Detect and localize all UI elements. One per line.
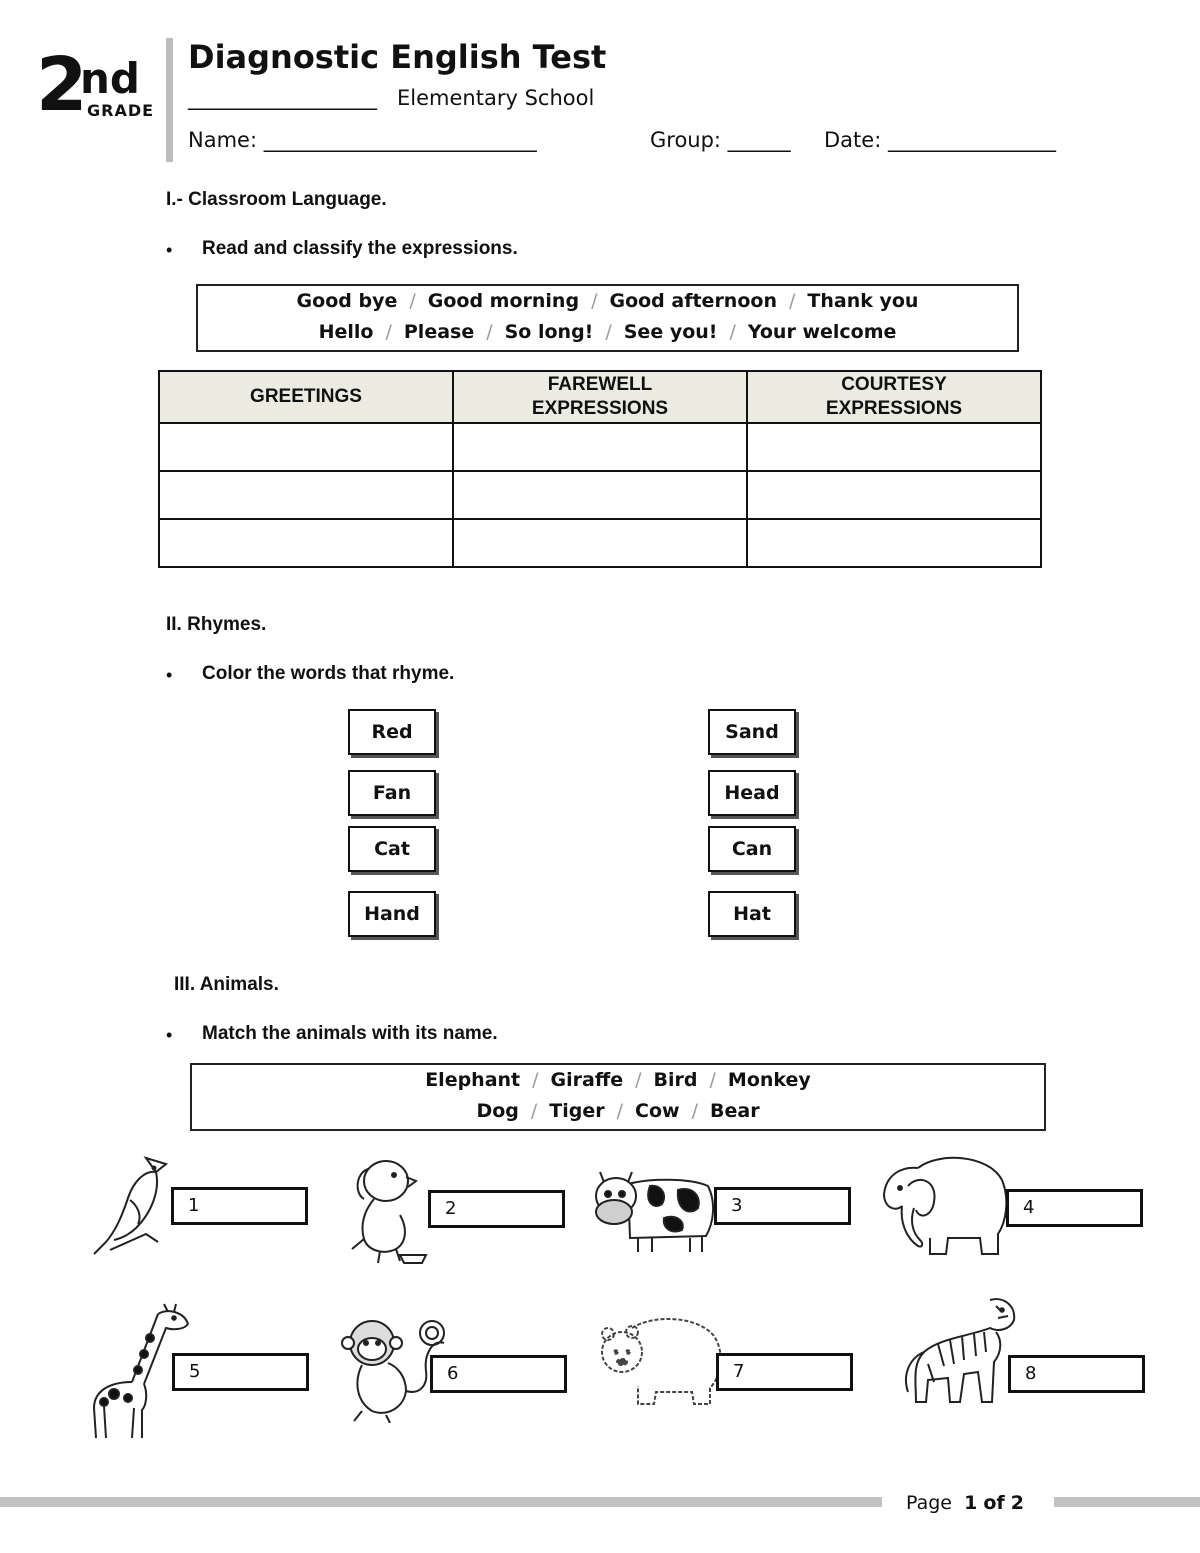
separator: /: [591, 290, 598, 312]
table-cell[interactable]: [747, 471, 1041, 519]
answer-box-6[interactable]: 6: [430, 1355, 567, 1393]
grade-number: 2: [36, 42, 84, 128]
expression-word: Please: [403, 321, 475, 343]
animal-name-word: Bird: [653, 1069, 698, 1091]
expression-word: Thank you: [807, 290, 919, 312]
section3-instruction: Match the animals with its name.: [202, 1023, 498, 1044]
expression-word: Hello: [318, 321, 374, 343]
rhyme-word-left[interactable]: Hand: [348, 891, 436, 937]
col-courtesy: COURTESY EXPRESSIONS: [747, 371, 1041, 423]
animal-name-word: Dog: [476, 1100, 519, 1122]
section2-heading: II. Rhymes.: [166, 614, 267, 635]
separator: /: [385, 321, 392, 343]
table-cell[interactable]: [453, 423, 747, 471]
grade-word: GRADE: [87, 101, 155, 120]
expression-word: See you!: [623, 321, 718, 343]
separator: /: [616, 1100, 624, 1122]
table-row: [159, 471, 1041, 519]
name-field[interactable]: Name: __________________________: [188, 128, 537, 152]
animals-word-bank: [190, 1063, 1046, 1131]
rhyme-word-left[interactable]: Cat: [348, 826, 436, 872]
separator: /: [605, 321, 612, 343]
animal-name-word: Cow: [635, 1100, 680, 1122]
answer-box-4[interactable]: 4: [1006, 1189, 1143, 1227]
col-farewell: FAREWELL EXPRESSIONS: [453, 371, 747, 423]
separator: /: [532, 1069, 539, 1091]
separator: /: [635, 1069, 642, 1091]
grade-suffix: nd: [80, 54, 140, 103]
answer-box-7[interactable]: 7: [716, 1353, 853, 1391]
answer-box-1[interactable]: 1: [171, 1187, 308, 1225]
footer-bar-right: [1054, 1497, 1200, 1507]
expression-word: Good afternoon: [609, 290, 777, 312]
separator: /: [788, 290, 796, 312]
footer-bar-left: [0, 1497, 882, 1507]
group-field[interactable]: Group: ______: [650, 128, 791, 152]
page-title: Diagnostic English Test: [188, 38, 607, 76]
rhyme-word-left[interactable]: Red: [348, 709, 436, 755]
rhyme-word-right[interactable]: Hat: [708, 891, 796, 937]
elephant-icon: [878, 1150, 1010, 1262]
table-cell[interactable]: [453, 471, 747, 519]
school-line: __________________ Elementary School: [188, 86, 595, 110]
dog-icon: [334, 1155, 430, 1267]
section1-heading: I.- Classroom Language.: [166, 189, 387, 210]
animal-name-word: Monkey: [727, 1069, 811, 1091]
bullet-icon: •: [166, 1025, 173, 1045]
section2-instruction: Color the words that rhyme.: [202, 663, 455, 684]
table-cell[interactable]: [159, 471, 453, 519]
bear-icon: [598, 1312, 726, 1408]
page-number: Page 1 of 2: [906, 1492, 1024, 1514]
rhyme-word-right[interactable]: Sand: [708, 709, 796, 755]
tiger-icon: [898, 1292, 1020, 1408]
table-cell[interactable]: [747, 519, 1041, 567]
answer-box-5[interactable]: 5: [172, 1353, 309, 1391]
separator: /: [486, 321, 493, 343]
expression-word: Good morning: [427, 290, 580, 312]
rhyme-word-left[interactable]: Fan: [348, 770, 436, 816]
answer-box-8[interactable]: 8: [1008, 1355, 1145, 1393]
expression-word: So long!: [504, 321, 594, 343]
separator: /: [409, 290, 416, 312]
table-row: [159, 519, 1041, 567]
table-cell[interactable]: [453, 519, 747, 567]
cow-icon: [590, 1160, 722, 1254]
table-row: [159, 423, 1041, 471]
bird-icon: [86, 1150, 172, 1260]
animal-name-word: Elephant: [425, 1069, 521, 1091]
answer-box-3[interactable]: 3: [714, 1187, 851, 1225]
bullet-icon: •: [166, 240, 173, 260]
separator: /: [530, 1100, 538, 1122]
expressions-word-bank: [196, 284, 1019, 352]
animal-name-word: Giraffe: [550, 1069, 624, 1091]
answer-box-2[interactable]: 2: [428, 1190, 565, 1228]
table-cell[interactable]: [159, 423, 453, 471]
expression-word: Your welcome: [747, 321, 897, 343]
separator: /: [691, 1100, 698, 1122]
header-divider: [166, 38, 173, 162]
rhyme-word-right[interactable]: Can: [708, 826, 796, 872]
section1-instruction: Read and classify the expressions.: [202, 238, 518, 259]
separator: /: [729, 321, 736, 343]
section3-heading: III. Animals.: [174, 974, 279, 995]
bullet-icon: •: [166, 665, 173, 685]
animal-name-word: Tiger: [549, 1100, 605, 1122]
separator: /: [709, 1069, 716, 1091]
animal-name-word: Bear: [710, 1100, 760, 1122]
table-cell[interactable]: [159, 519, 453, 567]
classification-table: [158, 370, 1042, 568]
expression-word: Good bye: [296, 290, 398, 312]
rhyme-word-right[interactable]: Head: [708, 770, 796, 816]
col-greetings: GREETINGS: [159, 371, 453, 423]
table-cell[interactable]: [747, 423, 1041, 471]
date-field[interactable]: Date: ________________: [824, 128, 1056, 152]
